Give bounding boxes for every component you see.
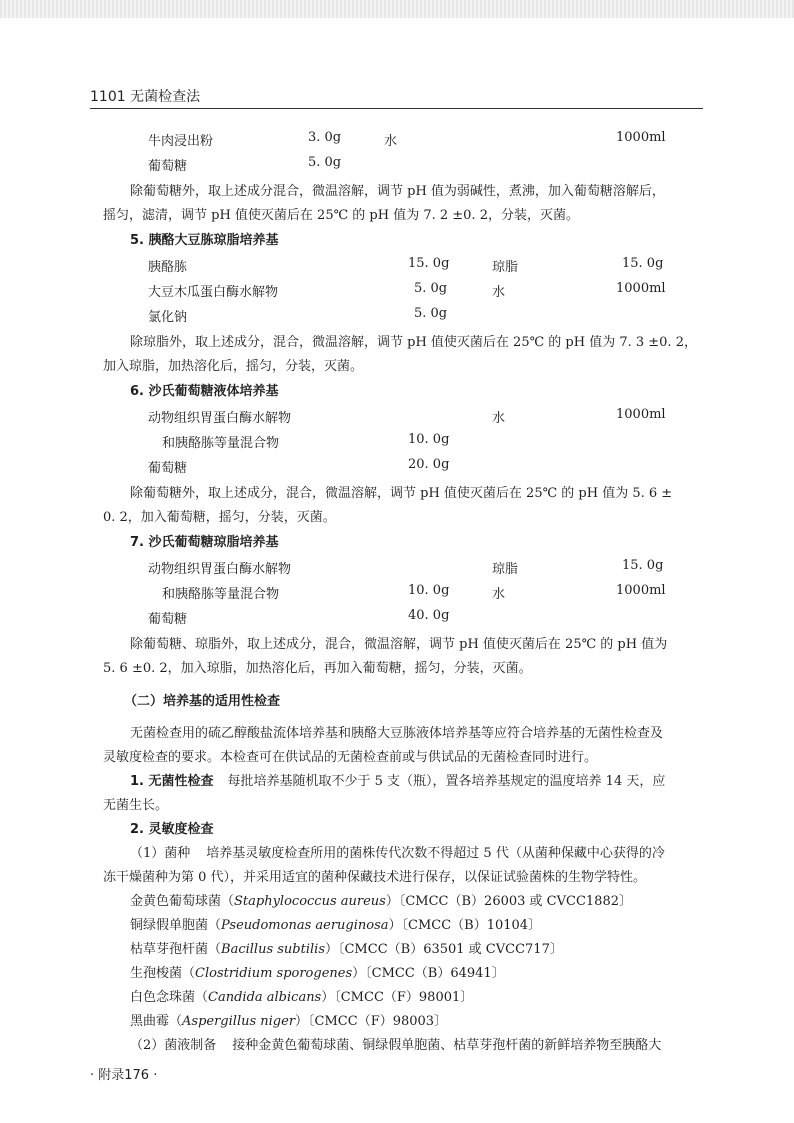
section-heading: 6. 沙氏葡萄糖液体培养基 (130, 384, 279, 399)
paragraph-line: 加入琼脂，加热溶化后，摇匀，分装，灭菌。 (103, 359, 364, 374)
strain-line (130, 986, 473, 1005)
strain-code: ）〔CMCC（F）98001〕 (321, 990, 474, 1005)
paragraph-text: 接种金黄色葡萄球菌、铜绿假单胞菌、枯草芽孢杆菌的新鲜培养物至胰酪大 (232, 1038, 662, 1053)
ingredient-qty: 15. 0g (622, 558, 664, 573)
strain-cn: 黑曲霉（ (130, 1014, 183, 1029)
ingredient-name: 和胰酪胨等量混合物 (162, 436, 280, 451)
ingredient-name: 葡萄糖 (148, 612, 188, 627)
subsection-heading: 2. 灵敏度检查 (130, 822, 214, 837)
section-heading: 5. 胰酪大豆胨琼脂培养基 (130, 233, 279, 248)
running-title: 1101 无菌检查法 (90, 89, 201, 105)
strain-latin: Candida albicans (208, 990, 322, 1005)
paragraph-text: 每批培养基随机取不少于 5 支（瓶），置各培养基规定的温度培养 14 天，应 (227, 774, 666, 789)
ingredient-name: 和胰酪胨等量混合物 (162, 587, 280, 602)
strain-cn: 铜绿假单胞菌（ (130, 918, 222, 933)
ingredient-name: 动物组织胃蛋白酶水解物 (148, 562, 292, 577)
ingredient-name: 葡萄糖 (148, 159, 188, 174)
ingredient-name: 水 (492, 587, 506, 602)
ingredient-qty: 20. 0g (408, 457, 450, 472)
ingredient-qty: 1000ml (616, 583, 666, 598)
strain-code: ）〔CMCC（F）98003〕 (295, 1014, 448, 1029)
strain-cn: 白色念珠菌（ (130, 990, 209, 1005)
item-label: （1）菌种 (130, 846, 191, 861)
ingredient-name: 大豆木瓜蛋白酶水解物 (148, 285, 279, 300)
strain-latin: Clostridium sporogenes (195, 966, 353, 981)
ingredient-qty: 5. 0g (414, 306, 448, 321)
ingredient-qty: 10. 0g (408, 432, 450, 447)
paragraph-line (130, 1034, 661, 1053)
ingredient-qty: 15. 0g (408, 256, 450, 271)
paragraph-line: 除葡萄糖、琼脂外，取上述成分，混合，微温溶解，调节 pH 值使灭菌后在 25℃ 的 pH 值为 (130, 637, 668, 652)
strain-code: ）〔CMCC（B）63501 或 CVCC717〕 (324, 942, 563, 957)
paragraph-line: 除葡萄糖外，取上述成分混合，微温溶解，调节 pH 值为弱碱性，煮沸，加入葡萄糖溶解后， (130, 184, 665, 199)
strain-cn: 枯草芽孢杆菌（ (130, 942, 222, 957)
ingredient-name: 胰酪胨 (148, 260, 188, 275)
strain-code: ）〔CMCC（B）10104〕 (388, 918, 542, 933)
paragraph-text: 培养基灵敏度检查所用的菌株传代次数不得超过 5 代（从菌种保藏中心获得的冷 (206, 846, 665, 861)
ingredient-name: 葡萄糖 (148, 461, 188, 476)
ingredient-name: 琼脂 (492, 260, 519, 275)
strain-line (130, 914, 541, 933)
strain-cn: 生孢梭菌（ (130, 966, 196, 981)
paragraph-line: 无菌生长。 (103, 798, 169, 813)
section-heading: 7. 沙氏葡萄糖琼脂培养基 (130, 535, 279, 550)
strain-cn: 金黄色葡萄球菌（ (130, 894, 235, 909)
ingredient-name: 水 (384, 134, 398, 149)
ingredient-name: 牛肉浸出粉 (148, 134, 214, 149)
strain-line (130, 962, 505, 981)
strain-code: ）〔CMCC（B）26003 或 CVCC1882〕 (385, 894, 632, 909)
ingredient-qty: 10. 0g (408, 583, 450, 598)
ingredient-qty: 1000ml (616, 130, 666, 145)
ingredient-qty: 1000ml (616, 281, 666, 296)
strain-code: ）〔CMCC（B）64941〕 (352, 966, 505, 981)
ingredient-qty: 5. 0g (308, 155, 342, 170)
strain-latin: Aspergillus niger (182, 1014, 296, 1029)
paragraph-line: 0. 2，加入葡萄糖，摇匀，分装，灭菌。 (103, 510, 336, 525)
ingredient-qty: 1000ml (616, 407, 666, 422)
ingredient-qty: 40. 0g (408, 608, 450, 623)
strain-latin: Pseudomonas aeruginosa (221, 918, 389, 933)
page-number: · 附录176 · (90, 1068, 158, 1083)
paragraph-line: 摇匀，滤清，调节 pH 值使灭菌后在 25℃ 的 pH 值为 7. 2 ±0. 2，分装，灭菌。 (103, 208, 579, 223)
strain-latin: Bacillus subtilis (221, 942, 325, 957)
subsection-heading: 1. 无菌性检查 (130, 774, 214, 789)
paragraph-line: 除葡萄糖外，取上述成分，混合，微温溶解，调节 pH 值使灭菌后在 25℃ 的 pH 值为 5. 6 ± (130, 486, 673, 501)
strain-line (130, 938, 563, 957)
ingredient-name: 动物组织胃蛋白酶水解物 (148, 411, 292, 426)
ingredient-qty: 15. 0g (622, 256, 664, 271)
part-heading: （二）培养基的适用性检查 (124, 694, 281, 709)
ingredient-qty: 5. 0g (414, 281, 448, 296)
strain-latin: Staphylococcus aureus (234, 894, 386, 909)
strain-line (130, 1010, 447, 1029)
ingredient-qty: 3. 0g (308, 130, 342, 145)
paragraph-line: 冻干燥菌种为第 0 代），并采用适宜的菌种保藏技术进行保存，以保证试验菌株的生物学特性。 (103, 870, 647, 885)
paragraph-line: 灵敏度检查的要求。本检查可在供试品的无菌检查前或与供试品的无菌检查同时进行。 (103, 750, 598, 765)
ingredient-name: 水 (492, 285, 506, 300)
strain-line (130, 890, 632, 909)
ingredient-name: 氯化钠 (148, 310, 188, 325)
paragraph-line (130, 842, 665, 861)
ingredient-name: 水 (492, 411, 506, 426)
paragraph-line (130, 770, 665, 789)
ingredient-name: 琼脂 (492, 562, 519, 577)
paragraph-line: 除琼脂外，取上述成分，混合，微温溶解，调节 pH 值使灭菌后在 25℃ 的 pH 值为 7. 3 ±0. 2， (130, 335, 697, 350)
paragraph-line: 无菌检查用的硫乙醇酸盐流体培养基和胰酪大豆胨液体培养基等应符合培养基的无菌性检查及 (130, 726, 664, 741)
item-label: （2）菌液制备 (130, 1038, 217, 1053)
paragraph-line: 5. 6 ±0. 2，加入琼脂，加热溶化后，再加入葡萄糖，摇匀，分装，灭菌。 (103, 661, 532, 676)
